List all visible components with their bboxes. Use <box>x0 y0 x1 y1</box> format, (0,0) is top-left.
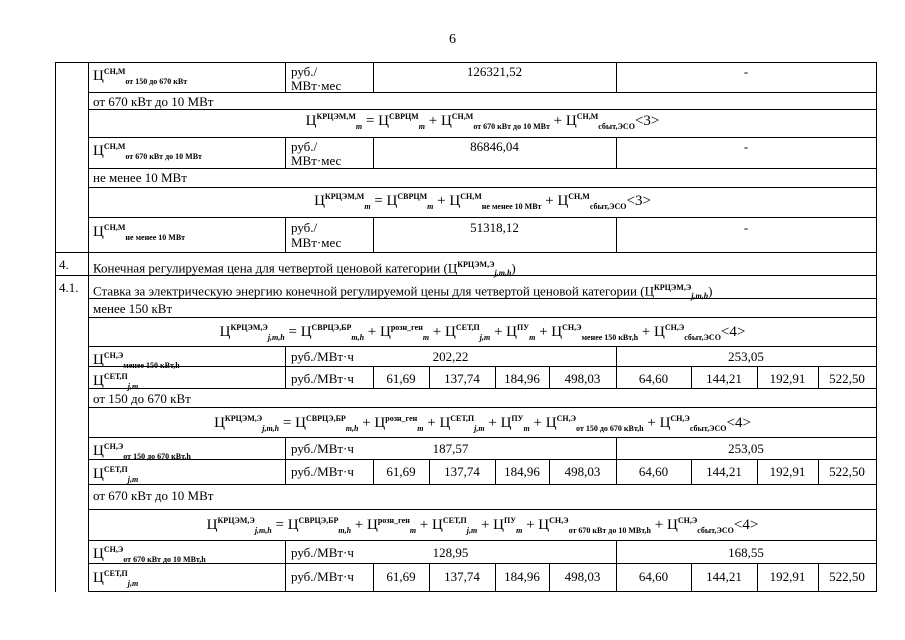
row-line <box>88 540 877 541</box>
value-cell: 144,21 <box>706 464 742 479</box>
row-line <box>88 407 877 408</box>
row-symbol: $Ц^{СН,Э}_{от 150 до 670 кВт,h}$ <box>93 442 191 461</box>
value-cell: 522,50 <box>829 371 865 386</box>
value-cell: 137,74 <box>444 464 480 479</box>
value-cell: 137,74 <box>444 569 480 584</box>
row-line <box>88 484 877 485</box>
formula: $Ц^{КРЦЭМ,Э}_{j,m,h} = Ц^{СВРЦЭ,БР}_{m,h} + Ц^{розн\_ген}_m + Ц^{СЕТ,П}_{j,m} + Ц^{ПУ}_m + Ц^{СН,Э}_{от 150 до 670 кВт,h} + Ц^{СН,Э}_{сбыт,ЭСО}<4>$ <box>214 414 751 433</box>
row-symbol: $Ц^{СН,М}_{от 150 до 670 кВт}$ <box>93 67 188 86</box>
row-symbol: $Ц^{СЕТ,П}_{j,m}$ <box>93 372 139 391</box>
value-cell: 192,91 <box>769 464 806 479</box>
value-cell: 51318,12 <box>470 220 519 235</box>
value-cell: 128,95 <box>432 545 469 560</box>
value-cell: 64,60 <box>638 569 669 584</box>
value-cell: - <box>743 64 749 79</box>
section-header: не менее 10 МВт <box>93 170 187 185</box>
value-cell: 184,96 <box>504 371 540 386</box>
row-symbol: $Ц^{СН,М}_{от 670 кВт до 10 МВт}$ <box>93 142 202 161</box>
row-line <box>88 92 877 93</box>
item-number: 4. <box>59 257 69 272</box>
row-line <box>88 137 877 138</box>
row-line <box>88 346 877 347</box>
unit-label: руб./МВт·ч <box>291 569 354 584</box>
tariff-table <box>55 62 877 592</box>
item-title: Конечная регулируемая цена для четвертой ценовой категории $(Ц^{КРЦЭМ,Э}_{j,m,h})$ <box>93 260 516 278</box>
unit-label: МВт·мес <box>291 235 342 250</box>
value-cell: 64,60 <box>638 371 669 386</box>
section-header: от 670 кВт до 10 МВт <box>93 94 214 109</box>
value-cell: 144,21 <box>706 371 742 386</box>
item-number: 4.1. <box>59 280 79 295</box>
unit-label: руб./МВт·ч <box>291 545 354 560</box>
col-line <box>285 217 286 252</box>
value-cell: 202,22 <box>432 349 469 364</box>
value-cell: 184,96 <box>504 464 540 479</box>
value-cell: 253,05 <box>728 349 764 364</box>
unit-label: руб./МВт·ч <box>291 441 354 456</box>
row-line <box>88 509 877 510</box>
value-cell: 498,03 <box>564 464 601 479</box>
row-line <box>88 217 877 218</box>
value-cell: 168,55 <box>728 545 764 560</box>
row-line <box>88 459 877 460</box>
row-line <box>88 591 877 592</box>
col-line <box>285 62 286 92</box>
row-symbol: $Ц^{СЕТ,П}_{j,m}$ <box>93 569 139 588</box>
value-cell: 498,03 <box>564 371 601 386</box>
formula: $Ц^{КРЦЭМ,М}_m = Ц^{СВРЦМ}_m + Ц^{СН,М}_{от 670 кВт до 10 МВт} + Ц^{СН,М}_{сбыт,ЭСО}<3>$ <box>305 112 660 131</box>
unit-label: руб./ <box>291 64 318 79</box>
value-cell: 522,50 <box>829 569 865 584</box>
value-cell: 126321,52 <box>466 64 523 79</box>
row-line <box>55 62 877 63</box>
unit-label: руб./МВт·ч <box>291 371 354 386</box>
unit-label: руб./ <box>291 139 318 154</box>
row-symbol: $Ц^{СН,М}_{не менее 10 МВт}$ <box>93 223 186 242</box>
row-symbol: $Ц^{СН,Э}_{от 670 кВт до 10 МВт,h}$ <box>93 545 206 564</box>
row-line <box>88 388 877 389</box>
value-cell: 86846,04 <box>470 139 519 154</box>
value-cell: 137,74 <box>444 371 480 386</box>
value-cell: 61,69 <box>386 464 416 479</box>
row-line <box>88 187 877 188</box>
page-number: 6 <box>449 32 456 47</box>
value-cell: 498,03 <box>564 569 601 584</box>
section-header: от 670 кВт до 10 МВт <box>93 488 214 503</box>
value-cell: 144,21 <box>706 569 742 584</box>
value-cell: 187,57 <box>432 441 469 456</box>
col-line <box>285 137 286 168</box>
value-cell: 61,69 <box>386 371 416 386</box>
unit-label: руб./МВт·ч <box>291 464 354 479</box>
value-cell: 253,05 <box>728 441 764 456</box>
value-cell: 64,60 <box>638 464 669 479</box>
row-line <box>88 563 877 564</box>
value-cell: 61,69 <box>386 569 416 584</box>
section-header: менее 150 кВт <box>93 301 173 316</box>
row-symbol: $Ц^{СН,Э}_{менее 150 кВт,h}$ <box>93 351 180 370</box>
row-line <box>55 252 877 253</box>
unit-label: руб./ <box>291 220 318 235</box>
row-line <box>88 437 877 438</box>
col-line <box>55 62 56 592</box>
value-cell: - <box>743 220 749 235</box>
formula: $Ц^{КРЦЭМ,Э}_{j,m,h} = Ц^{СВРЦЭ,БР}_{m,h} + Ц^{розн\_ген}_m + Ц^{СЕТ,П}_{j,m} + Ц^{ПУ}_m + Ц^{СН,Э}_{от 670 кВт до 10 МВт,h} + Ц^{СН,Э}_{сбыт,ЭСО}<4>$ <box>206 516 759 535</box>
formula: $Ц^{КРЦЭМ,М}_m = Ц^{СВРЦМ}_m + Ц^{СН,М}_{не менее 10 МВт} + Ц^{СН,М}_{сбыт,ЭСО}<3>$ <box>314 192 651 211</box>
row-line <box>88 317 877 318</box>
value-cell: 522,50 <box>829 464 865 479</box>
row-line <box>88 109 877 110</box>
row-symbol: $Ц^{СЕТ,П}_{j,m}$ <box>93 465 139 484</box>
section-header: от 150 до 670 кВт <box>93 391 191 406</box>
formula: $Ц^{КРЦЭМ,Э}_{j,m,h} = Ц^{СВРЦЭ,БР}_{m,h} + Ц^{розн\_ген}_m + Ц^{СЕТ,П}_{j,m} + Ц^{ПУ}_m + Ц^{СН,Э}_{менее 150 кВт,h} + Ц^{СН,Э}_{сбыт,ЭСО}<4>$ <box>219 323 746 342</box>
unit-label: МВт·мес <box>291 153 342 168</box>
value-cell: 192,91 <box>769 371 806 386</box>
value-cell: 192,91 <box>769 569 806 584</box>
value-cell: 184,96 <box>504 569 540 584</box>
item-title: Ставка за электрическую энергию конечной регулируемой цены для четвертой ценовой категории $(Ц^{КРЦЭМ,Э}_{j,m,h})$ <box>93 283 713 301</box>
unit-label: МВт·мес <box>291 78 342 93</box>
row-line <box>88 366 877 367</box>
value-cell: - <box>743 139 749 154</box>
unit-label: руб./МВт·ч <box>291 349 354 364</box>
row-line <box>88 168 877 169</box>
